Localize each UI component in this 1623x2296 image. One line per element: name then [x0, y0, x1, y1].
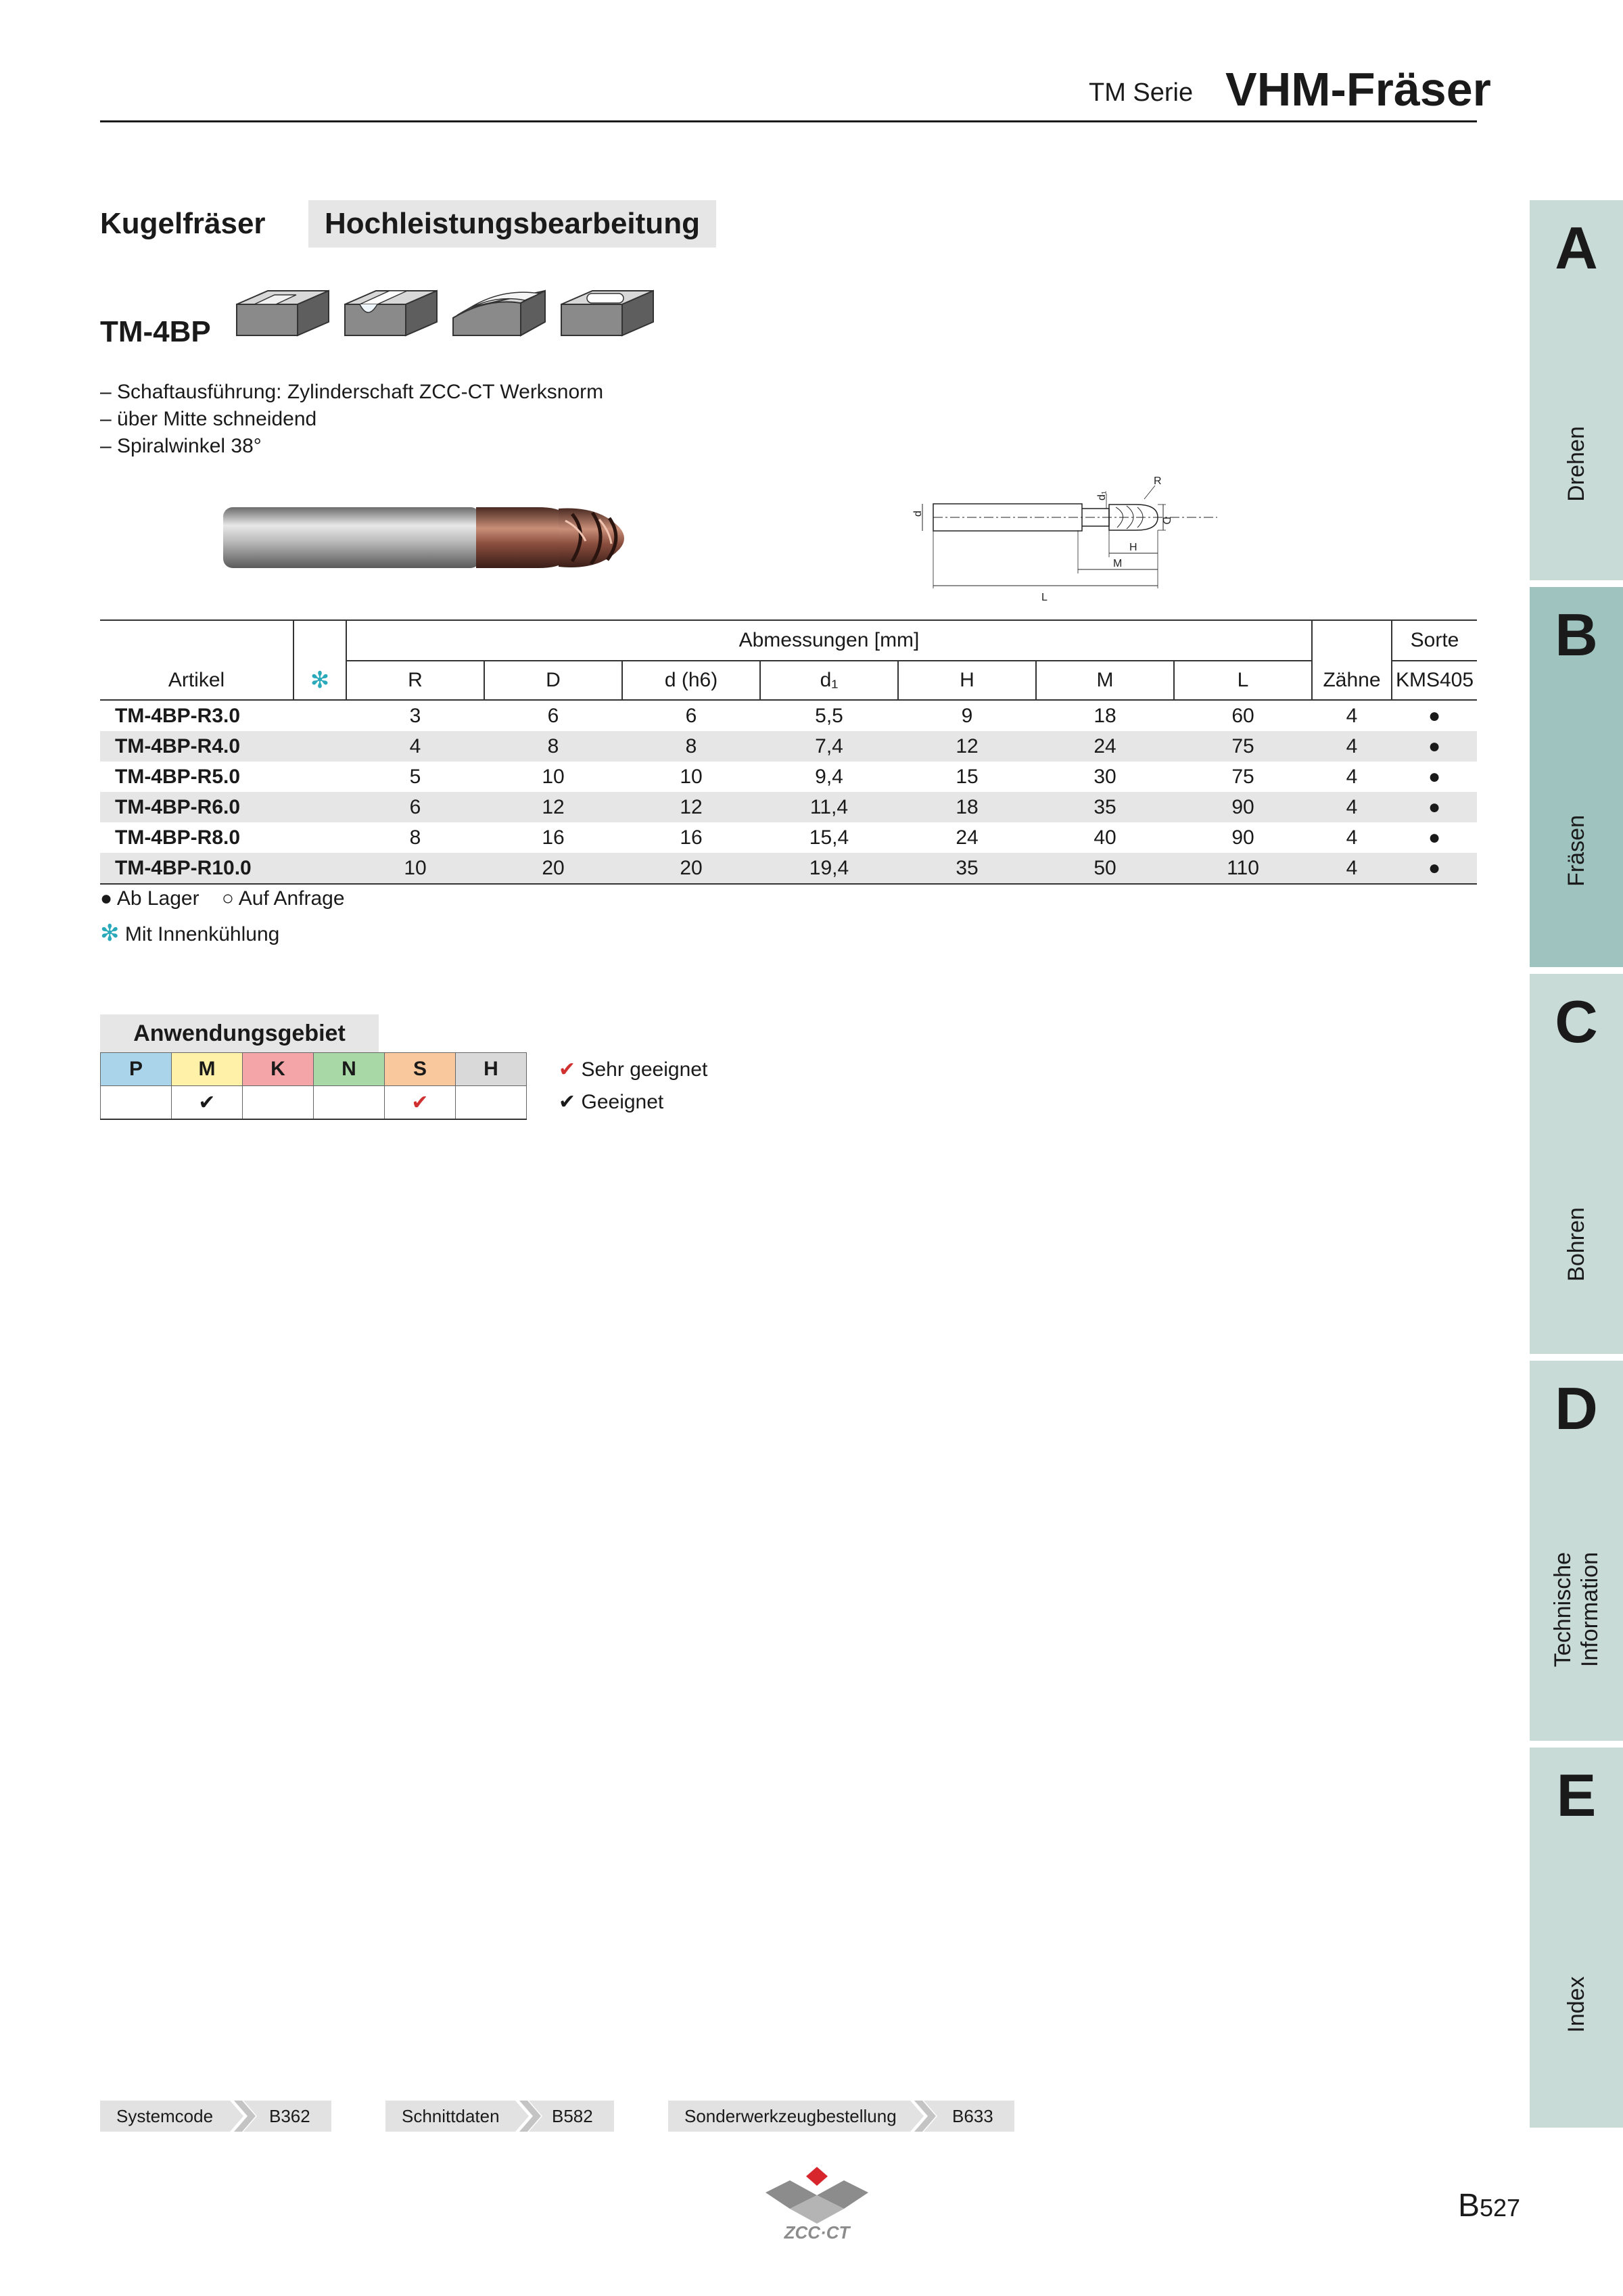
teeth-column-header: Zähne	[1312, 661, 1392, 700]
col-header-M: M	[1036, 661, 1174, 700]
drawing-label-L: L	[1041, 592, 1048, 603]
legend-very-suitable: ✔ Sehr geeignet	[559, 1058, 708, 1081]
cooling-column-icon: ✻	[293, 661, 346, 700]
col-header-d1: d₁	[760, 661, 898, 700]
cooling-legend	[100, 920, 279, 947]
shoulder-block-icon	[237, 291, 329, 335]
material-group-N: N	[314, 1053, 385, 1086]
table-row: TM-4BP-R6.0 6 12 12 11,4 18 35 90 4 ●	[100, 792, 1477, 822]
material-group-S: S	[385, 1053, 456, 1086]
application-icons	[234, 271, 660, 349]
availability-legend	[100, 887, 345, 910]
chevron-right-icon	[226, 2101, 260, 2132]
dimensions-group-header: Abmessungen [mm]	[346, 620, 1312, 661]
reference-sonderwerkzeugbestellung[interactable]: Sonderwerkzeugbestellung B633	[668, 2101, 1014, 2132]
table-row: TM-4BP-R10.0 10 20 20 19,4 35 50 110 4 ●	[100, 853, 1477, 884]
zcc-ct-logo	[763, 2161, 871, 2243]
page-title: VHM-Fräser	[1225, 63, 1491, 116]
application-area-title: Anwendungsgebiet	[100, 1014, 379, 1052]
article-column-header: Artikel	[100, 661, 293, 700]
suitability-K	[243, 1086, 314, 1120]
tab-bohren[interactable]: C Bohren	[1530, 974, 1623, 1354]
material-group-table	[100, 1052, 527, 1120]
drawing-label-H: H	[1129, 542, 1137, 553]
material-group-M: M	[172, 1053, 243, 1086]
pocket-block-icon	[561, 291, 653, 335]
category-label-box: Hochleistungsbearbeitung	[308, 200, 716, 248]
header-series: TM Serie	[1089, 78, 1194, 107]
reference-systemcode[interactable]: Systemcode B362	[100, 2101, 331, 2132]
table-row: TM-4BP-R3.0 3 6 6 5,5 9 18 60 4 ●	[115, 704, 1441, 727]
table-row: TM-4BP-R4.0 4 8 8 7,4 12 24 75 4 ●	[100, 731, 1477, 762]
red-check-icon: ✔	[559, 1058, 576, 1081]
material-group-K: K	[243, 1053, 314, 1086]
tab-technische-information[interactable]: D Technische Information	[1530, 1361, 1623, 1741]
header-divider	[100, 120, 1477, 122]
black-check-icon: ✔	[559, 1091, 576, 1113]
cooling-legend-text: Mit Innenkühlung	[124, 923, 280, 945]
tool-drawing	[906, 473, 1244, 609]
col-header-D: D	[484, 661, 622, 700]
drawing-label-d1: d₁	[1096, 490, 1108, 500]
col-header-L: L	[1174, 661, 1312, 700]
suitability-N	[314, 1086, 385, 1120]
product-model: TM-4BP	[100, 315, 211, 348]
reference-schnittdaten[interactable]: Schnittdaten B582	[385, 2101, 614, 2132]
col-header-R: R	[346, 661, 484, 700]
profile-block-icon	[453, 291, 545, 335]
coolant-snowflake-icon: ✻	[100, 920, 120, 946]
table-row: TM-4BP-R8.0 8 16 16 15,4 24 40 90 4 ●	[115, 826, 1441, 849]
page-number: B527	[1458, 2188, 1521, 2224]
request-legend-text: Auf Anfrage	[238, 887, 345, 910]
category-heading: Kugelfräser	[100, 207, 266, 240]
tab-drehen[interactable]: A Drehen	[1530, 200, 1623, 580]
tab-index[interactable]: E Index	[1530, 1748, 1623, 2128]
stock-dot-icon: ●	[100, 887, 113, 910]
table-row: TM-4BP-R5.0 5 10 10 9,4 15 30 75 4 ●	[115, 765, 1441, 788]
col-header-H: H	[898, 661, 1036, 700]
spec-table	[100, 619, 1477, 885]
grade-group-header: Sorte	[1392, 620, 1477, 661]
request-circle-icon: ○	[221, 887, 235, 910]
material-group-P: P	[101, 1053, 172, 1086]
feature-list	[100, 379, 603, 460]
drawing-label-R: R	[1154, 475, 1162, 487]
feature-item: – über Mitte schneidend	[100, 408, 317, 430]
suitability-S: ✔	[385, 1086, 456, 1120]
suitability-P	[101, 1086, 172, 1120]
chevron-right-icon	[906, 2101, 940, 2132]
material-group-H: H	[456, 1053, 527, 1086]
svg-text:ZCC·CT: ZCC·CT	[784, 2222, 850, 2243]
feature-item: – Spiralwinkel 38°	[100, 435, 262, 457]
suitability-H	[456, 1086, 527, 1120]
legend-suitable: ✔ Geeignet	[559, 1091, 664, 1113]
slot-block-icon	[345, 291, 437, 335]
feature-item: – Schaftausführung: Zylinderschaft ZCC-CT Werksnorm	[100, 381, 604, 403]
stock-legend-text: Ab Lager	[116, 887, 199, 910]
chevron-right-icon	[511, 2101, 545, 2132]
col-header-d: d (h6)	[622, 661, 760, 700]
suitability-M: ✔	[172, 1086, 243, 1120]
tab-fraesen[interactable]: B Fräsen	[1530, 587, 1623, 967]
drawing-label-d: d	[912, 511, 924, 517]
drawing-label-D: D	[1160, 517, 1172, 525]
grade-column-header: KMS405	[1392, 661, 1477, 700]
tool-photo	[220, 500, 640, 575]
drawing-label-M: M	[1113, 558, 1123, 569]
